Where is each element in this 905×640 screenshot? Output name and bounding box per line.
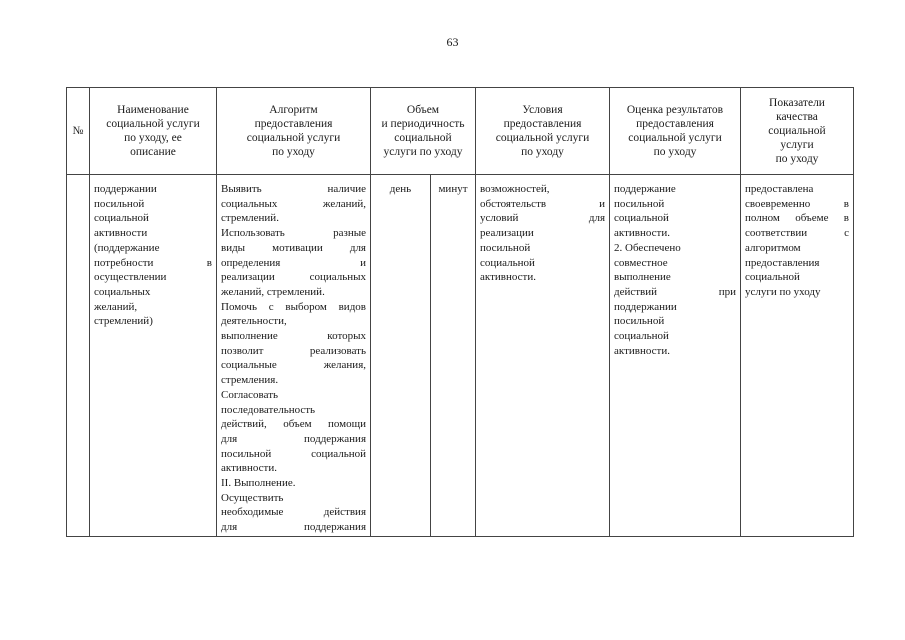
text-line: Осуществить [221, 491, 284, 504]
text-line: выполнение [614, 271, 671, 284]
services-table [66, 87, 854, 537]
text-line: (поддержание [94, 241, 160, 254]
text-line: совместное [614, 256, 668, 269]
header-line: социальной услуги [628, 132, 722, 144]
header-volume [371, 88, 476, 175]
text-line: активности. [614, 227, 670, 240]
text-line: социальной [480, 256, 535, 269]
header-line: Наименование [117, 104, 189, 116]
text-line: социальных [94, 285, 151, 298]
header-line: описание [130, 146, 176, 158]
page-number: 63 [446, 35, 459, 49]
header-line: по уходу [521, 146, 564, 158]
header-evaluation [610, 88, 741, 175]
header-row [67, 88, 854, 175]
text-line: активности. [480, 271, 536, 284]
text-line: необходимые действия [221, 506, 366, 519]
text-line: услуги по уходу [745, 285, 821, 298]
text-line: реализации социальных [221, 271, 366, 284]
header-line: по уходу [272, 146, 315, 158]
header-line: № [72, 125, 84, 137]
cell-algorithm [217, 175, 371, 537]
header-line: социальной услуги [106, 118, 200, 130]
text-line: реализации [480, 227, 534, 240]
text-line: действий, объем помощи [221, 418, 366, 431]
text-line: определения и [221, 256, 366, 269]
text-line: социальные желания, [221, 359, 366, 372]
text-line: предоставления [745, 256, 820, 269]
text-line: деятельности, [221, 315, 287, 328]
text-line: возможностей, [480, 183, 550, 195]
header-algorithm [217, 88, 371, 175]
cell-volume-period: день [371, 175, 431, 537]
text-line: стремлений) [94, 315, 153, 328]
cell-conditions [476, 175, 610, 537]
text-line: для поддержания [221, 432, 366, 445]
text-line: выполнение которых [221, 330, 366, 343]
header-conditions [476, 88, 610, 175]
header-line: предоставления [636, 118, 714, 130]
text-line: осуществлении [94, 271, 167, 284]
text-line: потребности в [94, 256, 212, 269]
text-line: социальной [614, 330, 669, 343]
header-line: Оценка результатов [626, 104, 724, 116]
text-line: 2. Обеспечено [614, 241, 681, 254]
text-line: желаний, стремлений. [221, 285, 325, 298]
cell-quality [741, 175, 854, 537]
header-line: качества [776, 111, 818, 123]
text-line: посильной [614, 197, 665, 210]
text-line: II. Выполнение. [221, 477, 296, 490]
header-line: Показатели [769, 97, 825, 109]
header-line: Условия [522, 104, 563, 116]
header-line: социальной [768, 125, 826, 137]
text-line: позволит реализовать [221, 344, 366, 357]
text-line: социальных желаний, [221, 197, 366, 210]
text-line: стремлений. [221, 212, 279, 225]
text-line: полном объеме в [745, 212, 849, 225]
text-line: посильной [94, 197, 145, 210]
cell-service-name [90, 175, 217, 537]
text-line: желаний, [94, 300, 138, 313]
header-line: и периодичность [381, 118, 465, 130]
header-line: социальной услуги [495, 132, 590, 144]
text-line: социальной [614, 212, 669, 225]
text-line: своевременно в [745, 197, 849, 210]
text-line: посильной [480, 241, 531, 254]
text-line: активности. [614, 344, 670, 357]
header-line: Объем [406, 104, 440, 116]
text-line: обстоятельств и [480, 197, 605, 210]
header-line: по уходу [653, 146, 697, 158]
cell-evaluation [610, 175, 741, 537]
text-line: посильной [614, 315, 665, 328]
text-line: виды мотивации для [221, 241, 366, 254]
text-line: для поддержания [221, 521, 366, 534]
table-row [67, 175, 854, 537]
text-line: поддержании [94, 183, 157, 195]
text-line: предоставлена [745, 183, 814, 195]
text-line: Помочь с выбором видов [221, 300, 366, 313]
text-line: последовательность [221, 403, 316, 416]
text-line: активности. [221, 462, 277, 475]
text-line: соответствии с [745, 227, 849, 240]
header-quality [741, 88, 854, 175]
header-line: социальной услуги [246, 132, 341, 144]
header-line: предоставления [503, 118, 582, 130]
text-line: условий для [480, 212, 605, 225]
text-line: действий при [614, 285, 736, 298]
cell-number [67, 175, 90, 537]
header-number [67, 88, 90, 175]
text-line: социальной [94, 212, 149, 225]
header-line: по уходу [775, 153, 819, 165]
text-line: алгоритмом [745, 241, 801, 254]
header-line: социальной [394, 132, 452, 144]
header-line: услуги по уходу [383, 146, 463, 158]
header-service-name [90, 88, 217, 175]
header-line: предоставления [254, 118, 333, 130]
text-line: посильной социальной [221, 447, 366, 460]
text-line: социальной [745, 271, 800, 284]
text-line: стремления. [221, 374, 279, 387]
text-line: поддержание [614, 183, 676, 195]
text-line: поддержании [614, 300, 677, 313]
text-line: Выявить наличие [221, 183, 366, 195]
header-line: Алгоритм [269, 104, 318, 116]
text-line: Согласовать [221, 388, 279, 401]
header-line: услуги [780, 139, 814, 151]
text-line: Использовать разные [221, 227, 366, 240]
header-line: по уходу, ее [124, 132, 182, 144]
cell-volume-amount: минут [431, 175, 476, 537]
text-line: активности [94, 227, 148, 240]
